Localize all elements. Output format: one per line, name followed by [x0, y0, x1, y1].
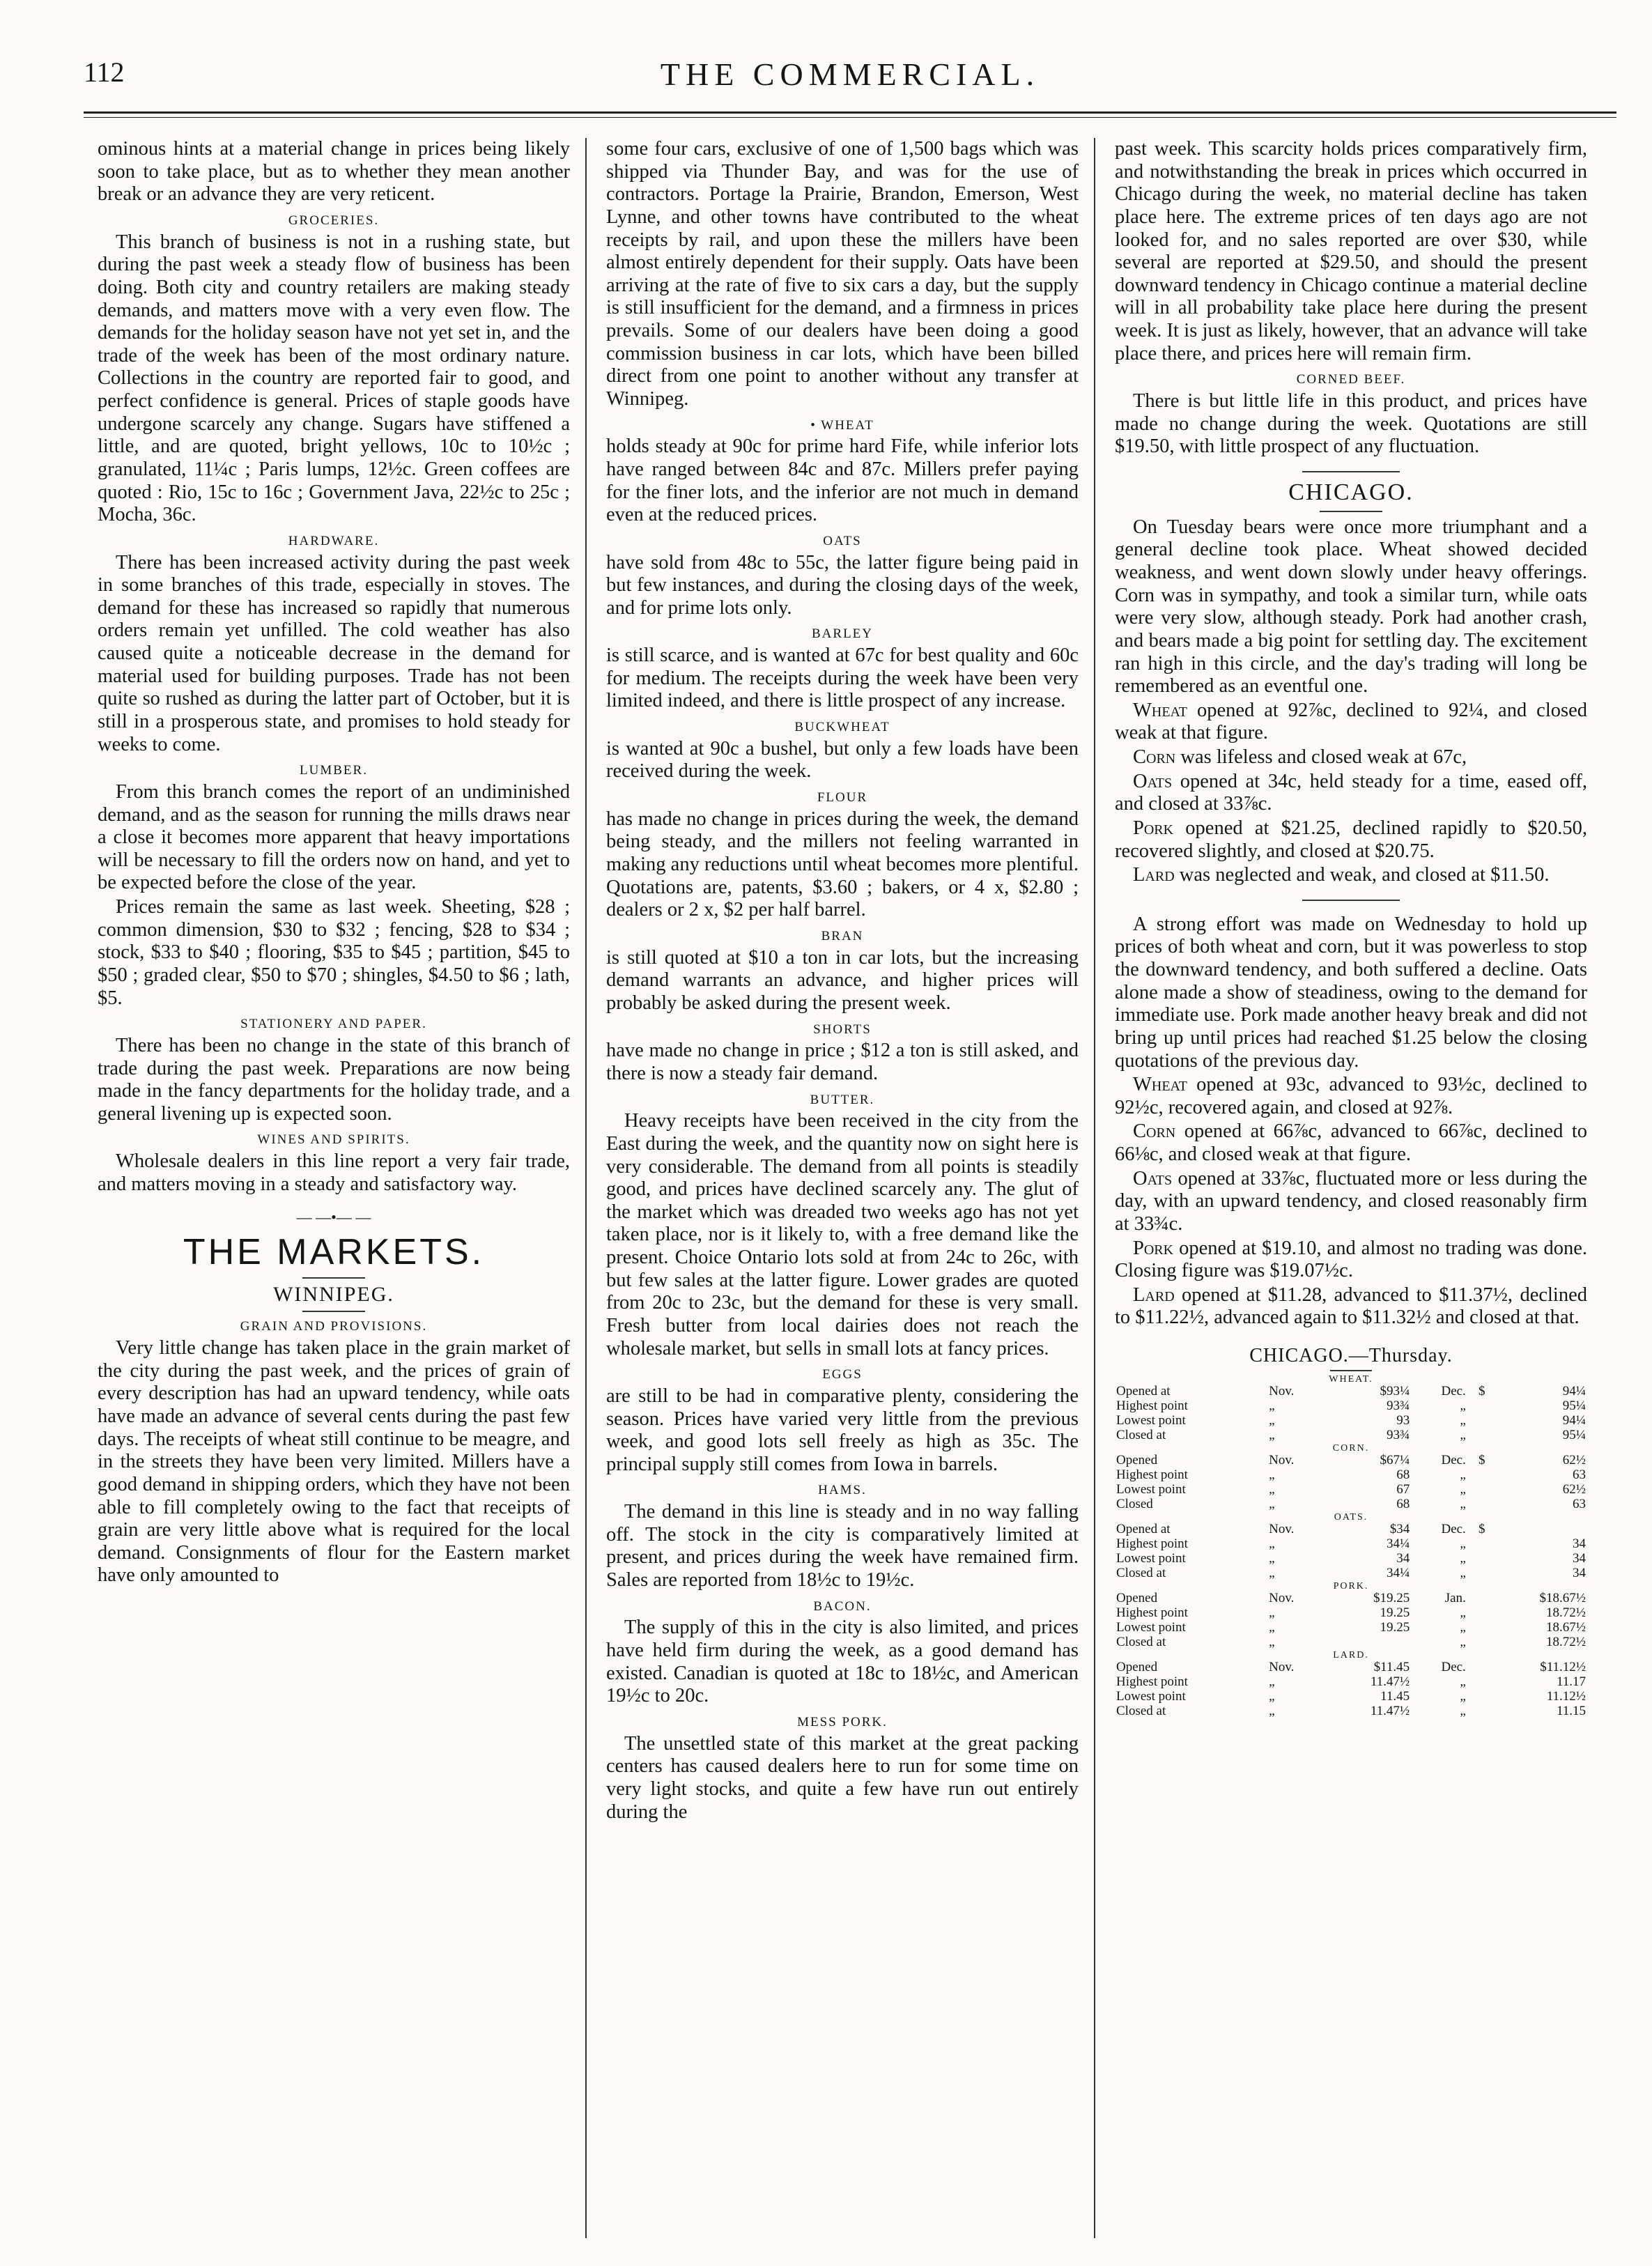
page-number: 112: [84, 56, 125, 88]
table-cell: „: [1269, 1635, 1275, 1650]
table-cell: Jan.: [1444, 1591, 1466, 1606]
table-cell: „: [1460, 1605, 1466, 1621]
table-cell: Lowest point: [1116, 1551, 1186, 1566]
table-row: [1115, 1675, 1587, 1690]
paragraph: is still quoted at $10 a ton in car lots, but the increasing demand warrants an advance, and higher prices will probably be asked during the present week.: [606, 946, 1079, 1014]
table-cell: [1467, 1566, 1487, 1581]
table-row: [1115, 1591, 1587, 1606]
table-cell: $11.45: [1373, 1660, 1410, 1675]
section-heading: BUTTER.: [810, 1092, 875, 1107]
paragraph: [1115, 771, 1587, 816]
paragraph-text: opened at 66⅞c, advanced to 66⅞c, declined to 66⅛c, and closed weak at that figure.: [1115, 1120, 1587, 1166]
table-cell: [1467, 1621, 1487, 1635]
paragraph: The unsettled state of this market at the great packing centers has caused dealers here to run for some time on very light stocks, and quite a few have run out entirely during the: [606, 1732, 1079, 1823]
table-group-label: LARD.: [1333, 1649, 1369, 1660]
section-heading: HAMS.: [818, 1483, 867, 1498]
paragraph: The demand in this line is steady and in no way falling off. The stock in the city is comparatively limited at present, and prices during the week have remained firm. Sales are reported from 18½c to 19½c.: [606, 1501, 1079, 1591]
table-cell: $18.67½: [1539, 1591, 1586, 1606]
table-cell: Opened: [1116, 1591, 1158, 1606]
paragraph: [1115, 1238, 1587, 1283]
paragraph-text: opened at 93c, advanced to 93½c, declined to 92½c, recovered again, and closed at 92⅞.: [1115, 1074, 1587, 1118]
table-cell: 34¼: [1386, 1536, 1410, 1552]
table-cell: Highest point: [1116, 1605, 1188, 1621]
paragraph: Heavy receipts have been received in the city from the East during the week, and the quantity now on sight here is very considerable. The demand from all points is steadily good, and prices have declined scarcely any. The glut of the market which was dreaded two weeks ago has not yet taken place, nor is it likely to, with a free demand like the present. Choice Ontario lots sold at from 24c to 26c, with but few sales at the latter figure. Lower grades are quoted from 20c to 23c, but the demand for these is very small. Fresh butter from local dairies does not reach the wholesale market, but sells in small lots at fancy prices.: [606, 1110, 1079, 1359]
table-cell: Dec.: [1441, 1522, 1466, 1537]
paragraph-text: was neglected and weak, and closed at $11.50.: [1174, 864, 1550, 886]
table-cell: „: [1460, 1413, 1466, 1428]
table-cell: Closed at: [1116, 1635, 1166, 1650]
table-cell: [1467, 1399, 1487, 1414]
table-group-label: WHEAT.: [1329, 1374, 1373, 1385]
paragraph: On Tuesday bears were once more triumphant and a general decline took place. Wheat showed decided weakness, and went down slowly under heavy offerings. Corn was in sympathy, and took a similar turn, while oats were very slow, although steady. Pork had another crash, and bears made a big point for settling day. The excitement ran high in this circle, and the day's trading will long be remembered as an eventful one.: [1115, 516, 1587, 697]
table-row: [1115, 1468, 1587, 1483]
table-cell: Nov.: [1269, 1591, 1295, 1606]
table-cell: „: [1460, 1482, 1466, 1497]
table-row: [1115, 1660, 1587, 1675]
city-title: WINNIPEG.: [273, 1283, 394, 1307]
table-cell: $11.12½: [1540, 1660, 1586, 1675]
table-group-label: OATS.: [1334, 1512, 1368, 1523]
table-cell: 63: [1573, 1497, 1586, 1512]
table-cell: 68: [1396, 1497, 1410, 1512]
table-cell: Closed: [1116, 1497, 1153, 1512]
table-cell: Highest point: [1116, 1398, 1188, 1414]
paragraph: Wholesale dealers in this line report a very fair trade, and matters moving in a steady and satisfactory way.: [98, 1150, 570, 1195]
table-cell: „: [1460, 1674, 1466, 1690]
table-cell: „: [1460, 1635, 1466, 1650]
paragraph-text: opened at 33⅞c, fluctuated more or less during the day, with an upward tendency, and closed reasonably firm at 33¾c.: [1115, 1167, 1587, 1235]
commodity-lead: Oats: [1133, 1167, 1173, 1189]
section-heading: GRAIN AND PROVISIONS.: [240, 1319, 428, 1334]
table-cell: $19.25: [1373, 1591, 1410, 1606]
paragraph: From this branch comes the report of an undiminished demand, and as the season for running the mills draws near a close it becomes more apparent that heavy importations will be necessary to fill the orders now on hand, and yet to be expected before the close of the year.: [98, 780, 570, 894]
table-row: [1115, 1483, 1587, 1497]
table-group-row: [1115, 1443, 1587, 1454]
table-row: [1115, 1454, 1587, 1468]
table-cell: $: [1478, 1453, 1485, 1468]
table-cell: 18.72½: [1546, 1605, 1586, 1621]
table-cell: 94¼: [1562, 1413, 1586, 1428]
table-cell: 11.15: [1556, 1703, 1586, 1718]
paragraph: [1115, 1284, 1587, 1329]
table-cell: 95¼: [1562, 1398, 1586, 1414]
paragraph-text: opened at 34c, held steady for a time, eased off, and closed at 33⅞c.: [1115, 770, 1587, 815]
table-cell: 94¼: [1562, 1384, 1586, 1399]
commodity-lead: Wheat: [1133, 1074, 1188, 1096]
table-cell: 11.17: [1556, 1674, 1586, 1690]
table-cell: „: [1460, 1620, 1466, 1635]
table-cell: Dec.: [1441, 1453, 1466, 1468]
table-cell: [1467, 1552, 1487, 1566]
paragraph: [1115, 1120, 1587, 1166]
table-cell: Nov.: [1269, 1384, 1295, 1399]
table-group-label: PORK.: [1333, 1580, 1369, 1591]
markets-title: THE MARKETS.: [183, 1231, 485, 1272]
commodity-lead: Oats: [1133, 770, 1173, 792]
table-cell: „: [1460, 1467, 1466, 1483]
table-cell: [1467, 1537, 1487, 1552]
table-cell: „: [1269, 1689, 1275, 1704]
table-cell: Closed at: [1116, 1703, 1166, 1718]
paragraph: [1115, 700, 1587, 745]
table-cell: „: [1269, 1605, 1275, 1621]
table-cell: 93¾: [1386, 1428, 1410, 1443]
paragraph: A strong effort was made on Wednesday to hold up prices of both wheat and corn, but it was powerless to stop the downward tendency, and both suffered a decline. Oats alone made a show of steadiness, owing to the demand for immediate use. Pork made another heavy break and did not bring up until prices had reached $1.25 below the closing quotations of the previous day.: [1115, 913, 1587, 1072]
paragraph: Very little change has taken place in the grain market of the city during the past week, and the prices of grain of every description has had an upward tendency, while oats have made an advance of several cents during the past few days. The receipts of wheat still continue to be meagre, and in the streets they have been very limited. Millers have a good demand in shipping orders, which they have not been able to fill completely owing to the fact that receipts of grain are very little above what is required for the local demand. Consignments of flour for the Eastern market have only amounted to: [98, 1337, 570, 1587]
section-heading: BACON.: [813, 1598, 872, 1614]
table-cell: [1325, 1635, 1412, 1650]
table-cell: $: [1478, 1522, 1485, 1537]
short-rule: [1330, 1370, 1372, 1371]
table-cell: Lowest point: [1116, 1620, 1186, 1635]
table-cell: $: [1478, 1384, 1485, 1399]
table-group-row: [1115, 1512, 1587, 1523]
section-heading: BRAN: [821, 928, 864, 943]
table-cell: „: [1460, 1428, 1466, 1443]
table-cell: 18.67½: [1546, 1620, 1586, 1635]
short-rule: [1302, 471, 1400, 472]
table-cell: 34: [1573, 1536, 1586, 1552]
section-heading: LUMBER.: [300, 763, 368, 778]
table-cell: „: [1460, 1703, 1466, 1718]
table-row: [1115, 1428, 1587, 1443]
table-cell: „: [1269, 1536, 1275, 1552]
table-cell: 11.12½: [1546, 1689, 1586, 1704]
table-cell: Nov.: [1269, 1522, 1295, 1537]
table-cell: 34: [1396, 1551, 1410, 1566]
table-cell: [1486, 1523, 1587, 1537]
table-cell: [1467, 1606, 1487, 1621]
commodity-lead: Lard: [1133, 864, 1175, 886]
paragraph: [1115, 746, 1587, 769]
table-cell: [1467, 1675, 1487, 1690]
table-cell: $67¼: [1380, 1453, 1410, 1468]
table-cell: „: [1269, 1428, 1275, 1443]
paragraph: Prices remain the same as last week. Sheeting, $28 ; common dimension, $30 to $32 ; fencing, $28 to $34 ; stock, $33 to $40 ; flooring, $35 to $45 ; partition, $45 to $50 ; graded clear, $50 to $70 ; shingles, $4.50 to $6 ; lath, $5.: [98, 896, 570, 1009]
paragraph: has made no change in prices during the week, the demand being steady, and the millers not feeling warranted in making any reductions until wheat becomes more plentiful. Quotations are, patents, $3.60 ; bakers, or 4 x, $2.80 ; dealers or 2 x, $2 per half barrel.: [606, 808, 1079, 921]
table-row: [1115, 1414, 1587, 1428]
commodity-lead: Wheat: [1133, 699, 1188, 721]
table-cell: „: [1460, 1398, 1466, 1414]
table-cell: Highest point: [1116, 1674, 1188, 1690]
table-cell: Closed at: [1116, 1428, 1166, 1443]
table-row: [1115, 1385, 1587, 1399]
paragraph-text: opened at $21.25, declined rapidly to $20.50, recovered slightly, and closed at $20.75.: [1115, 817, 1587, 862]
table-cell: 11.45: [1380, 1689, 1410, 1704]
table-cell: [1467, 1635, 1487, 1650]
table-cell: „: [1269, 1398, 1275, 1414]
paragraph: holds steady at 90c for prime hard Fife, while inferior lots have ranged between 84c and 87c. Millers prefer paying for the finer lots, and the inferior are not much in demand even at the reduced prices.: [606, 436, 1079, 526]
section-heading: EGGS: [822, 1367, 863, 1382]
paragraph-text: opened at $19.10, and almost no trading was done. Closing figure was $19.07½c.: [1115, 1237, 1587, 1282]
table-cell: 19.25: [1380, 1605, 1410, 1621]
table-cell: [1467, 1428, 1487, 1443]
table-cell: [1467, 1690, 1487, 1704]
table-cell: „: [1269, 1551, 1275, 1566]
table-cell: 62½: [1562, 1482, 1586, 1497]
column-rule: [585, 138, 587, 2238]
column-rule: [1094, 138, 1095, 2238]
table-cell: [1467, 1497, 1487, 1512]
section-heading: CORNED BEEF.: [1296, 372, 1406, 387]
paragraph: This branch of business is not in a rushing state, but during the past week a steady flow of business has been doing. Both city and country retailers are making steady demands, and matters move with a very even flow. The demands for the holiday season have not yet set in, and the trade of the week has been of the most ordinary nature. Collections in the country are reported fair to good, and perfect confidence is general. Prices of staple goods have undergone scarcely any change. Sugars have stiffened a little, and are quoted, bright yellows, 10c to 10½c ; granulated, 11¼c ; Paris lumps, 12½c. Green coffees are quoted : Rio, 15c to 16c ; Government Java, 22½c to 25c ; Mocha, 36c.: [98, 231, 570, 526]
paragraph: [1115, 817, 1587, 863]
table-cell: Lowest point: [1116, 1482, 1186, 1497]
paragraph: past week. This scarcity holds prices comparatively firm, and notwithstanding the break in prices which occurred in Chicago during the week, no material decline has taken place here. The extreme prices of ten days ago are not looked for, and no sales reported are over $30, while several are reported at $29.50, and should the present downward tendency in Chicago continue a material decline will in all probability take place here during the present week. It is just as likely, however, that an advance will take place there, and prices here will remain firm.: [1115, 138, 1587, 364]
page-header: [84, 56, 1616, 105]
short-rule: [1302, 900, 1400, 901]
table-row: [1115, 1537, 1587, 1552]
table-group-label: CORN.: [1332, 1443, 1370, 1454]
commodity-lead: Corn: [1133, 746, 1176, 769]
table-cell: [1467, 1660, 1487, 1675]
section-heading: BARLEY: [812, 626, 873, 642]
commodity-lead: Pork: [1133, 817, 1174, 839]
table-cell: Opened: [1116, 1660, 1158, 1675]
table-cell: [1467, 1468, 1487, 1483]
table-cell: 11.47½: [1370, 1674, 1410, 1690]
header-rule-thin: [84, 117, 1616, 118]
table-cell: [1467, 1591, 1487, 1606]
table-cell: 93: [1396, 1413, 1410, 1428]
table-row: [1115, 1704, 1587, 1719]
table-cell: „: [1460, 1689, 1466, 1704]
paragraph-text: opened at $11.28, advanced to $11.37½, declined to $11.22½, advanced again to $11.32½ and closed at that.: [1115, 1284, 1587, 1329]
paragraph: [1115, 1168, 1587, 1236]
table-cell: Lowest point: [1116, 1413, 1186, 1428]
table-cell: „: [1269, 1482, 1275, 1497]
paragraph: [1115, 864, 1587, 887]
table-cell: Dec.: [1441, 1384, 1466, 1399]
table-cell: Highest point: [1116, 1536, 1188, 1552]
table-cell: [1467, 1483, 1487, 1497]
paragraph: There has been no change in the state of this branch of trade during the past week. Preparations are now being made in the fancy departments for the holiday trade, and a general livening up is expected soon.: [98, 1034, 570, 1125]
table-cell: Nov.: [1269, 1660, 1295, 1675]
table-cell: 11.47½: [1370, 1703, 1410, 1718]
table-row: [1115, 1635, 1587, 1650]
section-heading: WINES AND SPIRITS.: [257, 1132, 410, 1148]
table-cell: Opened at: [1116, 1522, 1171, 1537]
table-cell: Dec.: [1441, 1660, 1466, 1675]
table-row: [1115, 1552, 1587, 1566]
paragraph: There is but little life in this product, and prices have made no change during the week. Quotations are still $19.50, with little prospect of any fluctuation.: [1115, 390, 1587, 458]
table-row: [1115, 1566, 1587, 1581]
commodity-lead: Corn: [1133, 1120, 1176, 1143]
table-cell: 67: [1396, 1482, 1410, 1497]
table-cell: Nov.: [1269, 1453, 1295, 1468]
section-heading: GROCERIES.: [288, 213, 380, 228]
table-cell: „: [1460, 1497, 1466, 1512]
paragraph: are still to be had in comparative plenty, considering the season. Prices have varied very little from the previous week, and good lots sell freely as high as 35c. The principal supply still comes from Iowa in barrels.: [606, 1385, 1079, 1475]
commodity-lead: Lard: [1133, 1284, 1175, 1306]
table-cell: „: [1269, 1674, 1275, 1690]
table-row: [1115, 1606, 1587, 1621]
paragraph: is still scarce, and is wanted at 67c for best quality and 60c for medium. The receipts during the week have been very limited indeed, and there is little prospect of any increase.: [606, 645, 1079, 712]
table-cell: Opened: [1116, 1453, 1158, 1468]
column-3: [1115, 138, 1587, 2238]
table-cell: 68: [1396, 1467, 1410, 1483]
commodity-lead: Pork: [1133, 1237, 1174, 1259]
table-cell: 62½: [1562, 1453, 1586, 1468]
table-cell: 34: [1573, 1566, 1586, 1581]
section-heading: SHORTS: [813, 1022, 872, 1037]
table-cell: 18.72½: [1546, 1635, 1586, 1650]
table-cell: „: [1460, 1566, 1466, 1581]
paragraph: [1115, 1074, 1587, 1119]
table-cell: „: [1269, 1413, 1275, 1428]
paragraph-text: was lifeless and closed weak at 67c,: [1175, 746, 1467, 769]
table-row: [1115, 1497, 1587, 1512]
table-row: [1115, 1399, 1587, 1414]
short-rule: [302, 1311, 365, 1312]
table-cell: „: [1269, 1703, 1275, 1718]
table-row: [1115, 1523, 1587, 1537]
table-cell: Highest point: [1116, 1467, 1188, 1483]
table-cell: $34: [1389, 1522, 1410, 1537]
column-2: [606, 138, 1079, 2238]
section-heading: MESS PORK.: [797, 1714, 888, 1729]
section-heading: HARDWARE.: [288, 533, 380, 548]
table-row: [1115, 1690, 1587, 1704]
paragraph: There has been increased activity during the past week in some branches of this trade, especially in stoves. The demand for these has increased so rapidly that numerous orders remain yet unfilled. The cold weather has also caused quite a noticeable decrease in the demand for material used for building purposes. Trade has not been quite so rushed as during the latter part of October, but it is still in a prosperous state, and promises to hold steady for weeks to come.: [98, 551, 570, 755]
chicago-title: CHICAGO.: [1288, 479, 1414, 505]
table-cell: [1467, 1704, 1487, 1719]
section-heading: OATS: [823, 533, 862, 548]
paragraph: is wanted at 90c a bushel, but only a few loads have been received during the week.: [606, 737, 1079, 783]
paragraph: ominous hints at a material change in prices being likely soon to take place, but as to whether they mean another break or an advance they are very reticent.: [98, 138, 570, 206]
table-cell: 34¼: [1386, 1566, 1410, 1581]
table-cell: „: [1269, 1566, 1275, 1581]
table-cell: 93¾: [1386, 1398, 1410, 1414]
table-cell: 95¼: [1562, 1428, 1586, 1443]
section-heading: STATIONERY AND PAPER.: [240, 1017, 427, 1032]
paragraph: some four cars, exclusive of one of 1,500 bags which was shipped via Thunder Bay, and was for the use of contractors. Portage la Prairie, Brandon, Emerson, West Lynne, and other towns have contributed to the wheat receipts by rail, and upon these the millers have been almost entirely dependent for their supply. Oats have been arriving at the rate of five to six cars a day, but the supply is still insufficient for the demand, and a firmness in prices prevails. Some of our dealers have been doing a good commission business in car lots, which have been billed direct from one point to another without any transfer at Winnipeg.: [606, 138, 1079, 410]
table-cell: 63: [1573, 1467, 1586, 1483]
table-cell: „: [1460, 1551, 1466, 1566]
table-cell: Closed at: [1116, 1566, 1166, 1581]
short-rule: [302, 1277, 365, 1279]
running-title: THE COMMERCIAL.: [660, 56, 1040, 92]
table-cell: 19.25: [1380, 1620, 1410, 1635]
table-cell: [1467, 1414, 1487, 1428]
ornament-divider: — —•— —: [296, 1208, 371, 1226]
table-cell: „: [1269, 1497, 1275, 1512]
table-group-row: [1115, 1374, 1587, 1385]
table-cell: „: [1460, 1536, 1466, 1552]
table-cell: Lowest point: [1116, 1689, 1186, 1704]
section-heading: FLOUR: [817, 790, 868, 805]
table-cell: 34: [1573, 1551, 1586, 1566]
table-row: [1115, 1621, 1587, 1635]
header-rule: [84, 111, 1616, 114]
table-cell: „: [1269, 1467, 1275, 1483]
table-cell: $93¼: [1380, 1384, 1410, 1399]
section-heading: • WHEAT: [810, 417, 874, 433]
table-cell: Opened at: [1116, 1384, 1171, 1399]
column-1: [98, 138, 570, 2238]
paragraph: The supply of this in the city is also limited, and prices have held firm during the week, as a good demand has existed. Canadian is quoted at 18c to 18½c, and American 19½c to 20c.: [606, 1617, 1079, 1707]
section-heading: BUCKWHEAT: [794, 720, 890, 734]
table-group-row: [1115, 1581, 1587, 1591]
table-group-row: [1115, 1650, 1587, 1660]
price-table: [1115, 1374, 1587, 1719]
table-cell: „: [1269, 1620, 1275, 1635]
paragraph-text: opened at 92⅞c, declined to 92¼, and closed weak at that figure.: [1115, 699, 1587, 744]
price-table-title: CHICAGO.—Thursday.: [1249, 1345, 1453, 1367]
paragraph: have sold from 48c to 55c, the latter figure being paid in but few instances, and during the closing days of the week, and for prime lots only.: [606, 551, 1079, 619]
paragraph: have made no change in price ; $12 a ton is still asked, and there is now a steady fair demand.: [606, 1040, 1079, 1084]
short-rule: [1320, 511, 1382, 512]
